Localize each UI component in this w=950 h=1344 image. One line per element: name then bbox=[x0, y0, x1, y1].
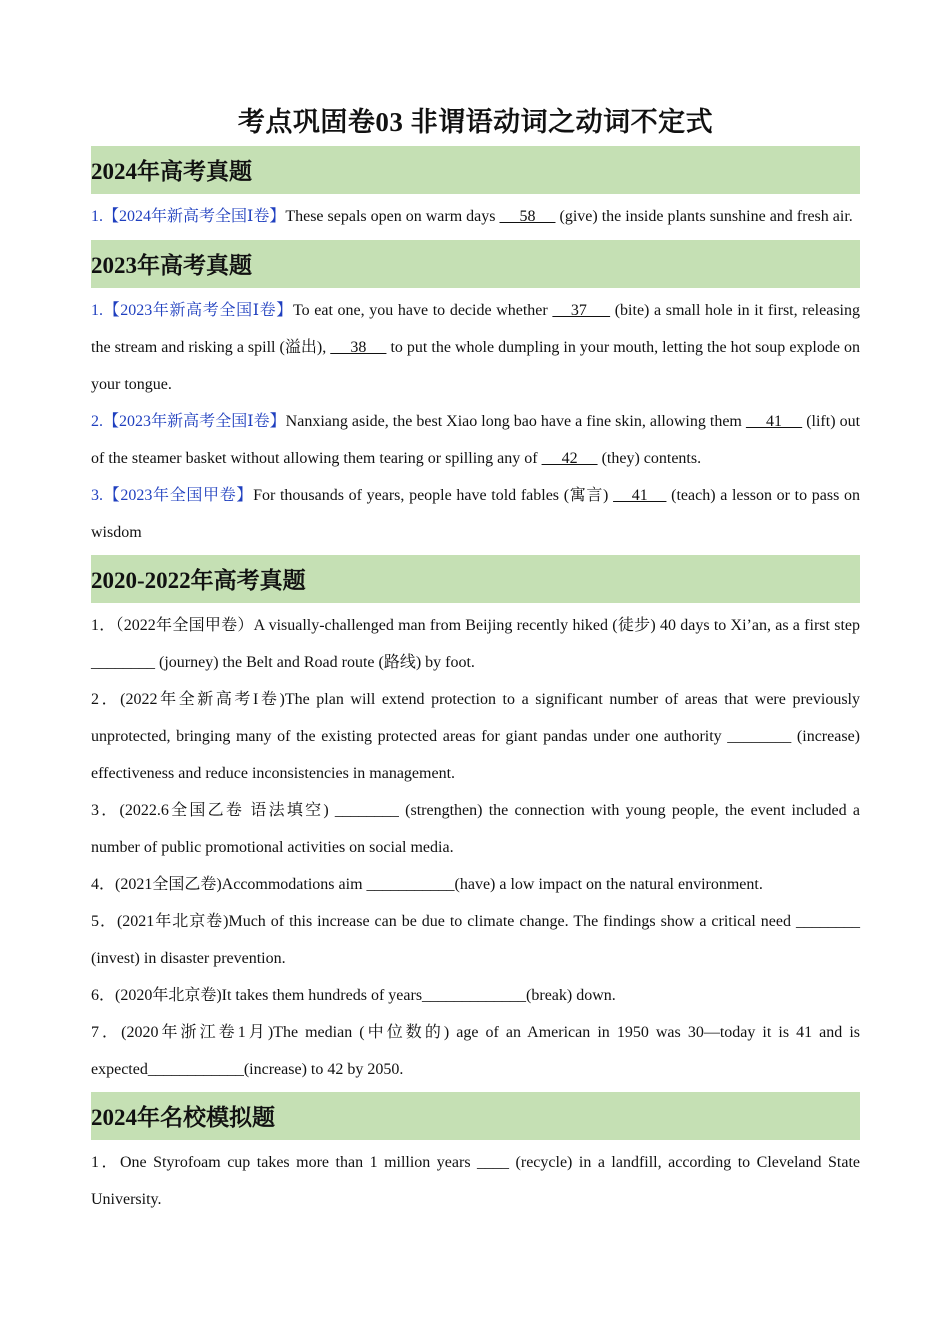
question-text: To eat one, you have to decide whether bbox=[292, 302, 553, 319]
answer-blank: 37 bbox=[552, 302, 611, 319]
question-label: 2.【2023年新高考全国Ⅰ卷】 bbox=[91, 413, 286, 430]
answer-blank: 58 bbox=[499, 208, 556, 225]
question-text: (bite) a small hole in it first, releasing the stream and risking a spill (溢出), bbox=[91, 302, 860, 356]
question-item bbox=[91, 198, 860, 235]
section-heading-text: 2020-2022年高考真题 bbox=[91, 568, 306, 593]
answer-blank: 41 bbox=[745, 413, 803, 430]
question-label: 1.【2024年新高考全国Ⅰ卷】 bbox=[91, 208, 286, 225]
question-text: For thousands of years, people have told fables (寓言) bbox=[253, 487, 614, 504]
answer-blank: 38 bbox=[330, 339, 387, 356]
question-text: (give) the inside plants sunshine and fresh air. bbox=[555, 208, 853, 225]
question-item: 1．One Styrofoam cup takes more than 1 million years ____ (recycle) in a landfill, according to Cleveland State University. bbox=[91, 1154, 860, 1208]
question-label: 1.【2023年新高考全国Ⅰ卷】 bbox=[91, 302, 293, 319]
section-heading-text: 2024年名校模拟题 bbox=[91, 1105, 275, 1130]
question-label: 3.【2023年全国甲卷】 bbox=[91, 487, 254, 504]
question-item bbox=[91, 403, 860, 477]
question-text: These sepals open on warm days bbox=[285, 208, 500, 225]
question-text: (lift) out of the steamer basket without allowing them tearing or spilling any of bbox=[91, 413, 861, 467]
question-item: 7．(2020年浙江卷1月)The median (中位数的) age of an American in 1950 was 30—today it is 41 and is expected____________(increase) to 42 by 2050. bbox=[91, 1024, 860, 1078]
document-content bbox=[91, 100, 860, 1218]
question-text: Nanxiang aside, the best Xiao long bao have a fine skin, allowing them bbox=[285, 413, 746, 430]
section-heading-2023-exam bbox=[91, 240, 860, 288]
answer-blank: 42 bbox=[541, 450, 598, 467]
question-item: 5．(2021年北京卷)Much of this increase can be due to climate change. The findings show a critical need ________ (invest) in disaster prevention. bbox=[91, 913, 860, 967]
question-item bbox=[91, 477, 860, 551]
section-heading-2020-2022-exam bbox=[91, 555, 860, 603]
question-text: to put the whole dumpling in your mouth, letting the hot soup explode on your tongue. bbox=[91, 339, 860, 393]
question-item: 4．(2021全国乙卷)Accommodations aim ___________(have) a low impact on the natural environment. bbox=[91, 876, 763, 893]
question-item: 3．(2022.6全国乙卷 语法填空) ________ (strengthen) the connection with young people, the event included a number of public promotional activities on social media. bbox=[91, 802, 860, 856]
section-heading-text: 2024年高考真题 bbox=[91, 159, 252, 184]
question-text: (teach) a lesson or to pass on wisdom bbox=[91, 487, 860, 541]
page-title: 考点巩固卷03 非谓语动词之动词不定式 bbox=[237, 107, 714, 137]
question-item: 1．（2022年全国甲卷）A visually-challenged man from Beijing recently hiked (徒步) 40 days to Xi’an, as a first step ________ (journey) the Belt and Road route (路线) by foot. bbox=[91, 617, 860, 671]
section-heading-2024-mock bbox=[91, 1092, 860, 1140]
question-text: (they) contents. bbox=[597, 450, 702, 467]
question-item: 2．(2022年全新高考I卷)The plan will extend protection to a significant number of areas that were previously unprotected, bringing many of the existing protected areas for giant pandas under one authority ________ (increase) effectiveness and reduce inconsistencies in management. bbox=[91, 691, 860, 782]
section-heading-2024-exam bbox=[91, 146, 860, 194]
question-item: 6．(2020年北京卷)It takes them hundreds of years_____________(break) down. bbox=[91, 987, 616, 1004]
question-item bbox=[91, 292, 860, 403]
section-heading-text: 2023年高考真题 bbox=[91, 253, 252, 278]
answer-blank: 41 bbox=[613, 487, 667, 504]
